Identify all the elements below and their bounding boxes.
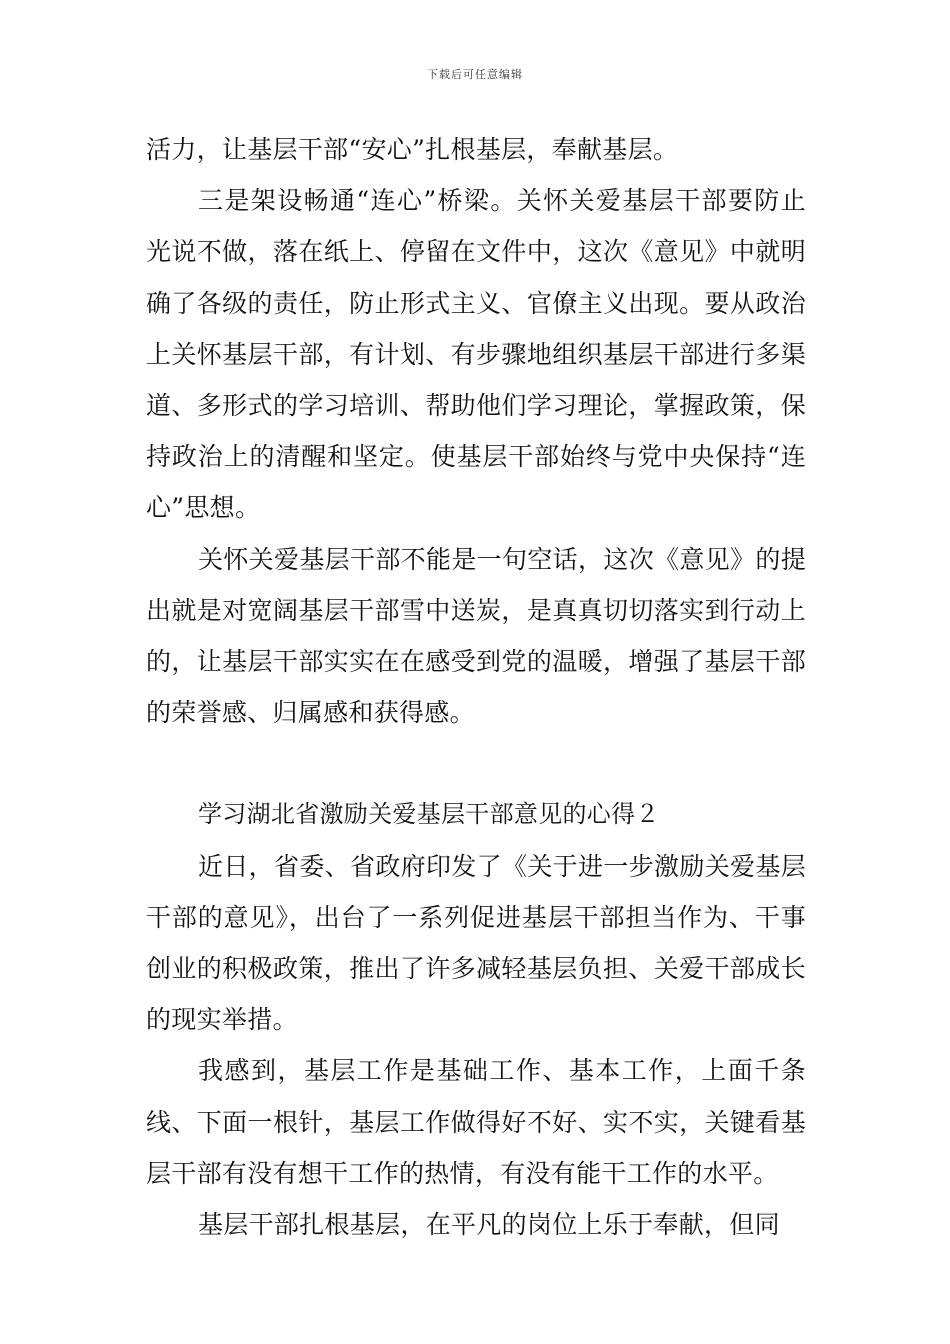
paragraph-dedication: 基层干部扎根基层，在平凡的岗位上乐于奉献，但同: [198, 1210, 780, 1240]
paragraph-feeling: 我感到，基层工作是基础工作、基本工作，上面千条线、下面一根针，基层工作做得好不好、实不实，关键看基层干部有没有想干工作的热情，有没有能干工作的水平。: [146, 1056, 806, 1188]
paragraph-conclusion: 关怀关爱基层干部不能是一句空话，这次《意见》的提出就是对宽阔基层干部雪中送炭，是真真切切落实到行动上的，让基层干部实实在在感受到党的温暖，增强了基层干部的荣誉感、归属感和获得感。: [146, 544, 806, 728]
section-gap: [146, 738, 806, 789]
paragraph-intro: 近日，省委、省政府印发了《关于进一步激励关爱基层干部的意见》，出台了一系列促进基层干部担当作为、干事创业的积极政策，推出了许多减轻基层负担、关爱干部成长的现实举措。: [146, 851, 806, 1035]
paragraph-continuation: 活力，让基层干部“安心”扎根基层，奉献基层。: [146, 135, 679, 164]
section-heading: 学习湖北省激励关爱基层干部意见的心得２: [198, 800, 660, 829]
paragraph-bridge: 三是架设畅通“连心”桥梁。关怀关爱基层干部要防止光说不做，落在纸上、停留在文件中，这次《意见》中就明确了各级的责任，防止形式主义、官僚主义出现。要从政治上关怀基层干部，有计划、有步骤地组织基层干部进行多渠道、多形式的学习培训、帮助他们学习理论，掌握政策，保持政治上的清醒和坚定。使基层干部始终与党中央保持“连心”思想。: [146, 186, 806, 523]
page-header: 下载后可任意编辑: [427, 68, 523, 81]
document-body: [146, 124, 806, 1250]
